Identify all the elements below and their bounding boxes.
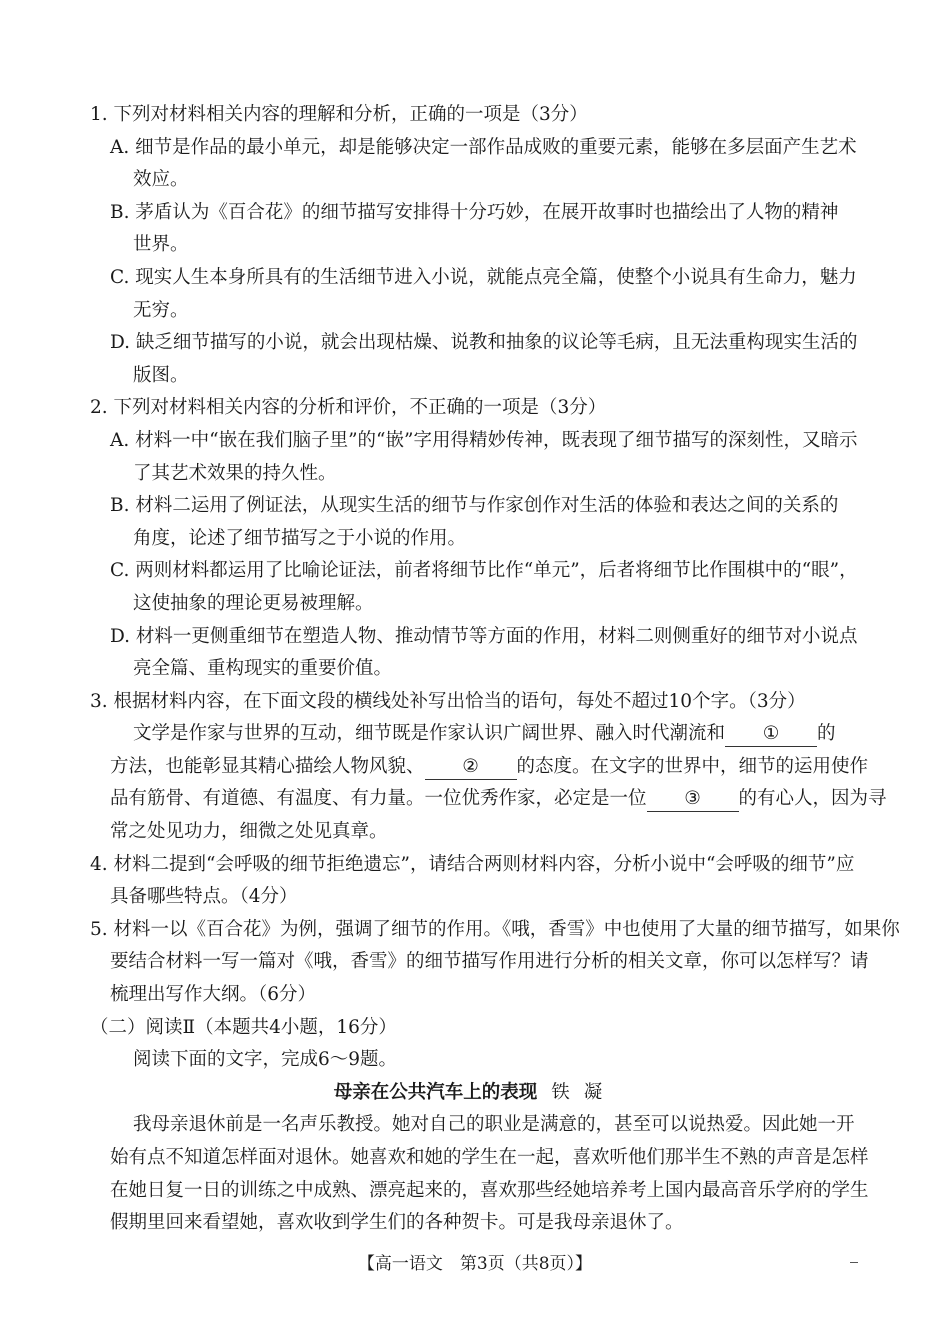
blank-1[interactable]: ① — [725, 722, 817, 747]
reading-instruction: 阅读下面的文字，完成6～9题。 — [133, 1049, 398, 1071]
q1-option-c: C. 现实人生本身所具有的生活细节进入小说，就能点亮全篇，使整个小说具有生命力，魅力 — [110, 266, 857, 288]
blank-2[interactable]: ② — [425, 755, 517, 780]
q3-text: 的态度。在文字的世界中，细节的运用使作 — [516, 755, 869, 777]
q1-option-a: A. 细节是作品的最小单元，却是能够决定一部作品成败的重要元素，能够在多层面产生艺术 — [110, 136, 857, 158]
article-title: 母亲在公共汽车上的表现 — [333, 1081, 538, 1103]
question-2-stem: 2. 下列对材料相关内容的分析和评价，不正确的一项是（3分） — [90, 397, 607, 419]
question-4-cont: 具备哪些特点。（4分） — [110, 886, 298, 908]
q3-passage-line — [0, 751, 950, 784]
exam-page — [0, 99, 950, 1240]
article-title-line — [0, 1077, 950, 1110]
q3-text: 文学是作家与世界的互动，细节既是作家认识广阔世界、融入时代潮流和 — [133, 723, 726, 745]
q3-passage-line — [0, 783, 950, 816]
q3-text: 的 — [817, 723, 836, 745]
q2-option-a: A. 材料一中“嵌在我们脑子里”的“嵌”字用得精妙传神，既表现了细节描写的深刻性，又暗示 — [110, 429, 858, 451]
article-line: 假期里回来看望她，喜欢收到学生们的各种贺卡。可是我母亲退休了。 — [110, 1212, 684, 1234]
q1-option-c-cont: 无穷。 — [133, 299, 189, 321]
question-5-cont: 梳理出写作大纲。（6分） — [110, 984, 317, 1006]
q2-option-a-cont: 了其艺术效果的持久性。 — [133, 462, 337, 484]
article-line: 在她日复一日的训练之中成熟、漂亮起来的，喜欢那些经她培养考上国内最高音乐学府的学生 — [110, 1179, 869, 1201]
q2-option-d-cont: 亮全篇、重构现实的重要价值。 — [133, 658, 393, 680]
q2-option-c-cont: 这使抽象的理论更易被理解。 — [133, 592, 374, 614]
q3-passage-line: 常之处见功力，细微之处见真章。 — [110, 821, 388, 843]
q1-option-b: B. 茅盾认为《百合花》的细节描写安排得十分巧妙，在展开故事时也描绘出了人物的精神 — [110, 201, 839, 223]
blank-3[interactable]: ③ — [647, 787, 739, 812]
question-5-stem: 5. 材料一以《百合花》为例，强调了细节的作用。《哦，香雪》中也使用了大量的细节描写，如果你 — [90, 918, 900, 940]
article-line: 我母亲退休前是一名声乐教授。她对自己的职业是满意的，甚至可以说热爱。因此她一开 — [133, 1114, 855, 1136]
q3-text: 品有筋骨、有道德、有温度、有力量。一位优秀作家，必定是一位 — [110, 788, 647, 810]
question-5-cont: 要结合材料一写一篇对《哦，香雪》的细节描写作用进行分析的相关文章，你可以怎样写？请 — [110, 951, 869, 973]
q2-option-b-cont: 角度，论述了细节描写之于小说的作用。 — [133, 527, 467, 549]
section-heading: （二）阅读Ⅱ（本题共4小题，16分） — [90, 1016, 397, 1038]
q2-option-c: C. 两则材料都运用了比喻论证法，前者将细节比作“单元”，后者将细节比作围棋中的“眼”， — [110, 560, 858, 582]
q1-option-d: D. 缺乏细节描写的小说，就会出现枯燥、说教和抽象的议论等毛病，且无法重构现实生活的 — [110, 332, 858, 354]
article-author: 铁凝 — [551, 1081, 617, 1103]
page-footer: 【高一语文 第3页（共8页）】 — [357, 1254, 593, 1274]
q3-passage-line — [0, 718, 950, 751]
q1-option-b-cont: 世界。 — [133, 234, 189, 256]
q2-option-d: D. 材料一更侧重细节在塑造人物、推动情节等方面的作用，材料二则侧重好的细节对小说点 — [110, 625, 858, 647]
q1-option-a-cont: 效应。 — [133, 169, 189, 191]
q1-option-d-cont: 版图。 — [133, 364, 189, 386]
question-4-stem: 4. 材料二提到“会呼吸的细节拒绝遗忘”，请结合两则材料内容，分析小说中“会呼吸的细节”应 — [90, 853, 855, 875]
q3-text: 方法，也能彰显其精心描绘人物风貌、 — [110, 755, 425, 777]
question-3-stem: 3. 根据材料内容，在下面文段的横线处补写出恰当的语句，每处不超过10个字。（3分） — [90, 690, 806, 712]
q2-option-b: B. 材料二运用了例证法，从现实生活的细节与作家创作对生活的体验和表达之间的关系的 — [110, 495, 839, 517]
question-1-stem: 1. 下列对材料相关内容的理解和分析，正确的一项是（3分） — [90, 104, 588, 125]
article-line: 始有点不知道怎样面对退休。她喜欢和她的学生在一起，喜欢听他们那半生不熟的声音是怎样 — [110, 1147, 869, 1168]
q3-text: 的有心人，因为寻 — [738, 788, 887, 810]
corner-mark — [850, 1262, 858, 1263]
